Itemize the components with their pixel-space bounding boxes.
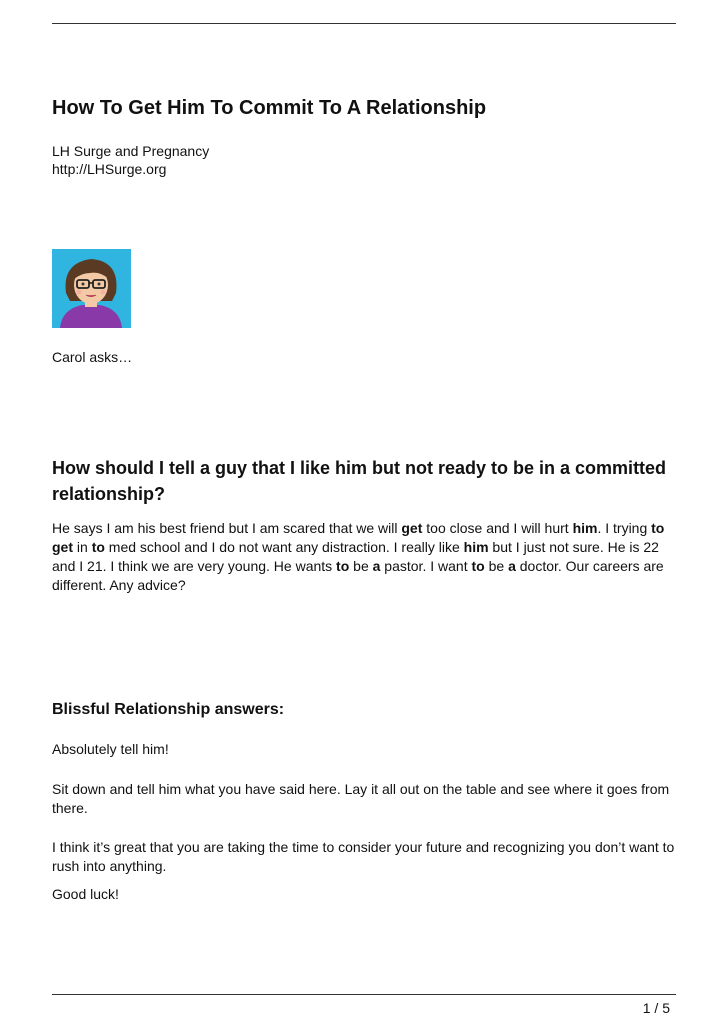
body-text: but I just not sure. He is 22 and I 21. I think we are very young. He wants bbox=[52, 539, 659, 574]
page-number: 1 / 5 bbox=[642, 1000, 670, 1016]
answers-heading: Blissful Relationship answers: bbox=[52, 701, 285, 718]
bold-keyword: a bbox=[372, 558, 381, 574]
avatar-image bbox=[52, 249, 131, 328]
source-info bbox=[52, 142, 678, 178]
body-text: be bbox=[349, 558, 373, 574]
page-title: How To Get Him To Commit To A Relationship bbox=[52, 97, 487, 119]
body-text: pastor. I want bbox=[380, 558, 472, 574]
answer-paragraph: Sit down and tell him what you have said here. Lay it all out on the table and see where it goes from there. bbox=[52, 781, 670, 816]
header-rule bbox=[52, 23, 676, 24]
body-text: too close and I will hurt bbox=[422, 520, 573, 536]
bold-keyword: to bbox=[471, 558, 485, 574]
body-text: med school and I do not want any distraction. I really like bbox=[104, 539, 464, 555]
question-body bbox=[52, 519, 678, 595]
body-text: He says I am his best friend but I am scared that we will bbox=[52, 520, 402, 536]
bold-keyword: to get bbox=[52, 520, 665, 555]
bold-keyword: him bbox=[572, 520, 598, 536]
bold-keyword: a bbox=[508, 558, 516, 574]
answer-paragraph: Good luck! bbox=[52, 886, 119, 902]
bold-keyword: to bbox=[336, 558, 350, 574]
answer-paragraph: Absolutely tell him! bbox=[52, 741, 169, 757]
answer-paragraph: I think it’s great that you are taking the time to consider your future and recognizing you don’t want to rush into anything. bbox=[52, 839, 675, 874]
source-url[interactable]: http://LHSurge.org bbox=[52, 161, 167, 177]
bold-keyword: get bbox=[401, 520, 423, 536]
body-text: in bbox=[73, 539, 92, 555]
bold-keyword: to bbox=[91, 539, 105, 555]
footer-rule bbox=[52, 994, 676, 995]
body-text: . I trying bbox=[597, 520, 652, 536]
bold-keyword: him bbox=[463, 539, 489, 555]
question-title: How should I tell a guy that I like him but not ready to be in a committed relationship? bbox=[52, 458, 667, 504]
source-name: LH Surge and Pregnancy bbox=[52, 143, 210, 159]
body-text: be bbox=[484, 558, 509, 574]
body-text: doctor. Our careers are different. Any advice? bbox=[52, 558, 664, 593]
asker-label: Carol asks… bbox=[52, 349, 133, 365]
